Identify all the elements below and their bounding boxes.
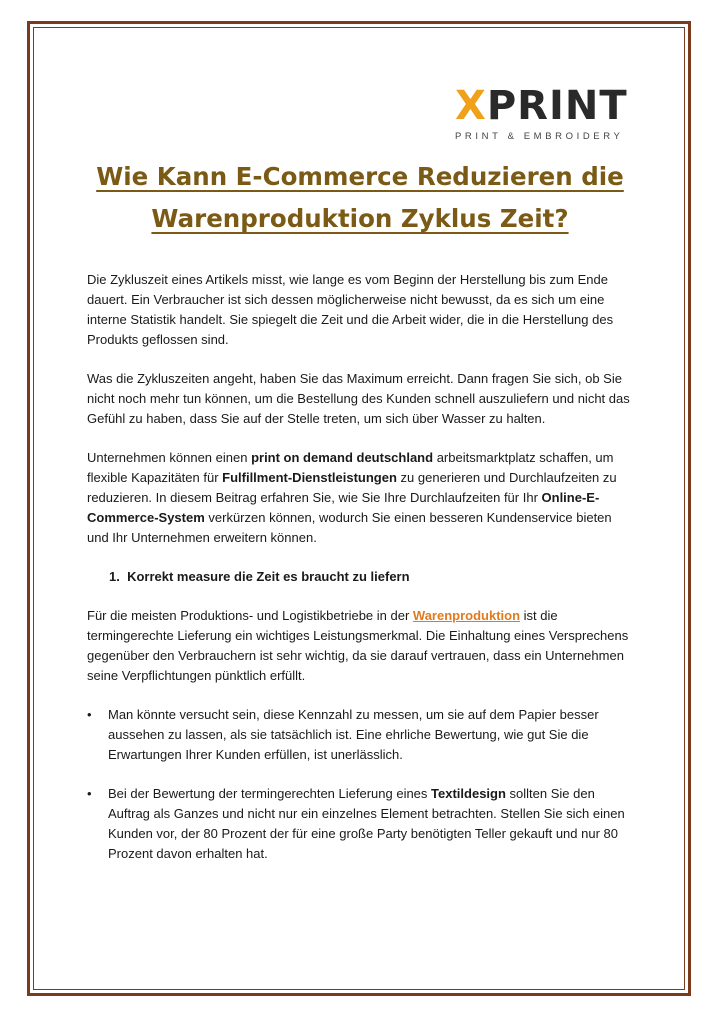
- title-line-1: Wie Kann E-Commerce Reduzieren die: [96, 162, 624, 191]
- paragraph-print-on-demand: [87, 448, 632, 548]
- bullet-1-text: Man könnte versucht sein, diese Kennzahl zu messen, um sie auf dem Papier besser aussehen zu lassen, als sie tatsächlich ist. Eine ehrliche Bewertung, wie gut Sie die Erwartungen Ihrer Kunden erfüllen, ist unerlässlich.: [108, 707, 599, 762]
- bullet-dot-icon: •: [87, 707, 92, 722]
- xprint-logo: [455, 83, 633, 142]
- p3-text-e: verkürzen können, wodurch Sie einen besseren Kundenservice bieten und Ihr Unternehmen erweitern können.: [87, 510, 612, 545]
- bullet-item-1: [87, 705, 632, 765]
- p3-bold-ecommerce-system: Online-E-Commerce-System: [87, 490, 600, 525]
- paragraph-cycle-times: Was die Zykluszeiten angeht, haben Sie das Maximum erreicht. Dann fragen Sie sich, ob Sie nicht noch mehr tun können, um die Bestellung des Kunden schnell auszuliefern und nicht das Gefühl zu haben, dass Sie auf der Stelle treten, um sich über Wasser zu halten.: [87, 371, 630, 426]
- logo-wordmark: [455, 83, 633, 129]
- bullet-2-text-a: Bei der Bewertung der termingerechten Lieferung eines: [108, 786, 432, 801]
- p3-bold-print-on-demand: print on demand deutschland: [251, 450, 434, 465]
- p3-text-c: arbeitsmarktplatz schaffen, um flexible Kapazitäten für: [87, 450, 614, 485]
- page-title: [60, 156, 660, 240]
- paragraph-delivery: [87, 606, 632, 686]
- paragraph-intro: Die Zykluszeit eines Artikels misst, wie lange es vom Beginn der Herstellung bis zum Ende dauert. Ein Verbraucher ist sich dessen möglicherweise nicht bewusst, da es sich um eine interne Statistik handelt. Sie spiegelt die Zeit und die Arbeit wider, die in die Herstellung des Produkts geflossen sind.: [87, 272, 614, 347]
- bullet-2-bold-textildesign: Textildesign: [431, 786, 506, 801]
- title-line-2: Warenproduktion Zyklus Zeit?: [151, 204, 569, 233]
- logo-x-letter: X: [455, 83, 487, 129]
- p3-text-a: Unternehmen können einen: [87, 450, 252, 465]
- heading-text: Korrekt measure die Zeit es braucht zu liefern: [127, 569, 410, 584]
- warenproduktion-link[interactable]: Warenproduktion: [412, 608, 521, 623]
- numbered-heading-1: [109, 567, 632, 587]
- bullet-item-2: [87, 784, 632, 864]
- article-body: [87, 270, 632, 883]
- bullet-dot-icon: •: [87, 786, 92, 801]
- p3-text-d: zu generieren und Durchlaufzeiten zu reduzieren. In diesem Beitrag erfahren Sie, wie Sie Ihre Durchlaufzeiten für Ihr: [87, 470, 617, 505]
- logo-tagline: PRINT & EMBROIDERY: [455, 131, 624, 142]
- heading-number: 1.: [109, 569, 120, 584]
- logo-print-text: PRINT: [486, 83, 628, 129]
- p4-text-a: Für die meisten Produktions- und Logistikbetriebe in der: [87, 608, 413, 623]
- p3-bold-fulfillment: Fulfillment-Dienstleistungen: [222, 470, 397, 485]
- bullet-2-text-c: sollten Sie den Auftrag als Ganzes und nicht nur ein einzelnes Element betrachten. Stellen Sie sich einen Kunden vor, der 80 Prozent der für eine große Party benötigten Teller gekauft und nur 80 Prozent davon erhalten hat.: [108, 786, 625, 861]
- p4-text-b: ist die termingerechte Lieferung ein wichtiges Leistungsmerkmal. Die Einhaltung eines Versprechens gegenüber den Verbrauchern ist sehr wichtig, da sie darauf vertrauen, dass ein Unternehmen seine Verpflichtungen pünktlich erfüllt.: [87, 608, 629, 683]
